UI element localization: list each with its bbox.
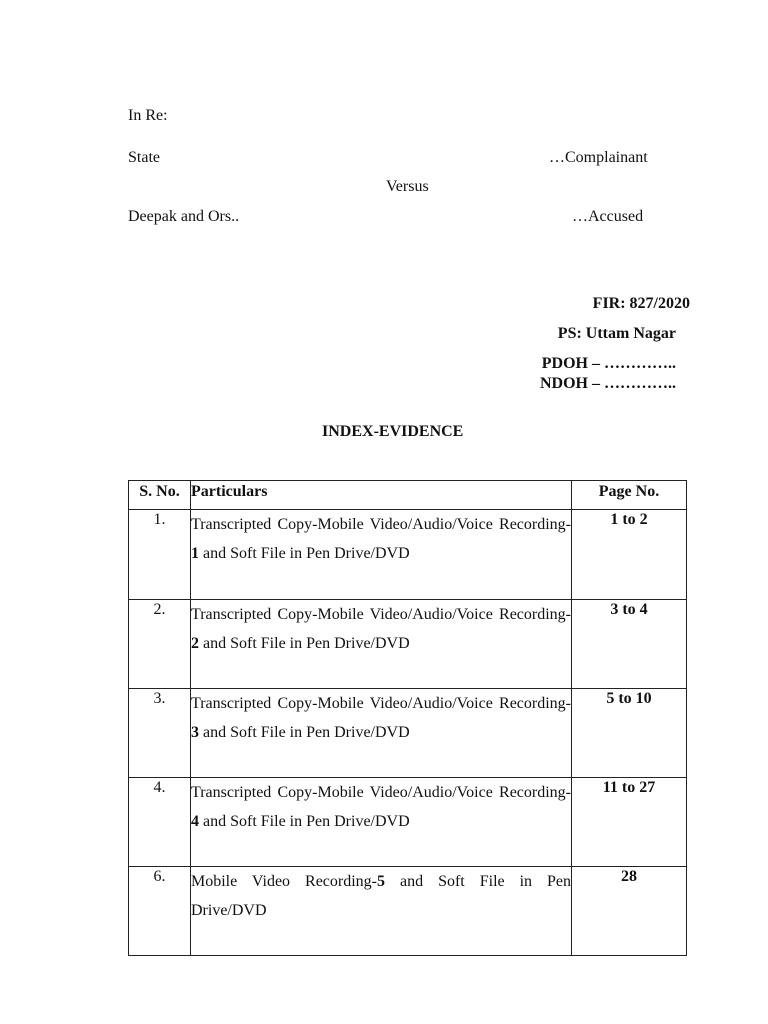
row-particulars: Transcripted Copy-Mobile Video/Audio/Voice Recording-4 and Soft File in Pen Drive/DVD: [191, 778, 572, 867]
in-re-label: In Re:: [128, 107, 168, 124]
row-particulars: Transcripted Copy-Mobile Video/Audio/Voice Recording-3 and Soft File in Pen Drive/DVD: [191, 689, 572, 778]
table-row: [129, 600, 687, 689]
index-title: INDEX-EVIDENCE: [322, 423, 464, 440]
col-header-sno: S. No.: [129, 481, 191, 510]
row-sno: 1.: [129, 510, 191, 600]
table-header-row: [129, 481, 687, 510]
row-sno: 2.: [129, 600, 191, 689]
fir-number: FIR: 827/2020: [592, 295, 690, 312]
index-table: [128, 480, 687, 956]
row-sno: 4.: [129, 778, 191, 867]
row-particulars: Transcripted Copy-Mobile Video/Audio/Voice Recording-1 and Soft File in Pen Drive/DVD: [191, 510, 572, 600]
row-sno: 3.: [129, 689, 191, 778]
table-row: [129, 689, 687, 778]
row-particulars: Transcripted Copy-Mobile Video/Audio/Voice Recording-2 and Soft File in Pen Drive/DVD: [191, 600, 572, 689]
table-row: [129, 510, 687, 600]
versus-label: Versus: [386, 178, 429, 195]
pdoh-line: PDOH – …………..: [541, 355, 676, 372]
row-pages: 5 to 10: [572, 689, 687, 778]
ndoh-line: NDOH – …………..: [540, 375, 676, 392]
row-pages: 28: [572, 867, 687, 956]
party-accused: Deepak and Ors..: [128, 208, 240, 225]
table-row: [129, 867, 687, 956]
col-header-page-no: Page No.: [572, 481, 687, 510]
row-sno: 6.: [129, 867, 191, 956]
row-pages: 1 to 2: [572, 510, 687, 600]
accused-role: …Accused: [572, 208, 644, 225]
row-pages: 11 to 27: [572, 778, 687, 867]
complainant-role: …Complainant: [549, 149, 648, 166]
row-pages: 3 to 4: [572, 600, 687, 689]
police-station: PS: Uttam Nagar: [557, 325, 676, 342]
table-row: [129, 778, 687, 867]
row-particulars: Mobile Video Recording-5 and Soft File in Pen Drive/DVD: [191, 867, 572, 956]
col-header-particulars: Particulars: [191, 481, 572, 510]
party-state: State: [128, 149, 160, 166]
